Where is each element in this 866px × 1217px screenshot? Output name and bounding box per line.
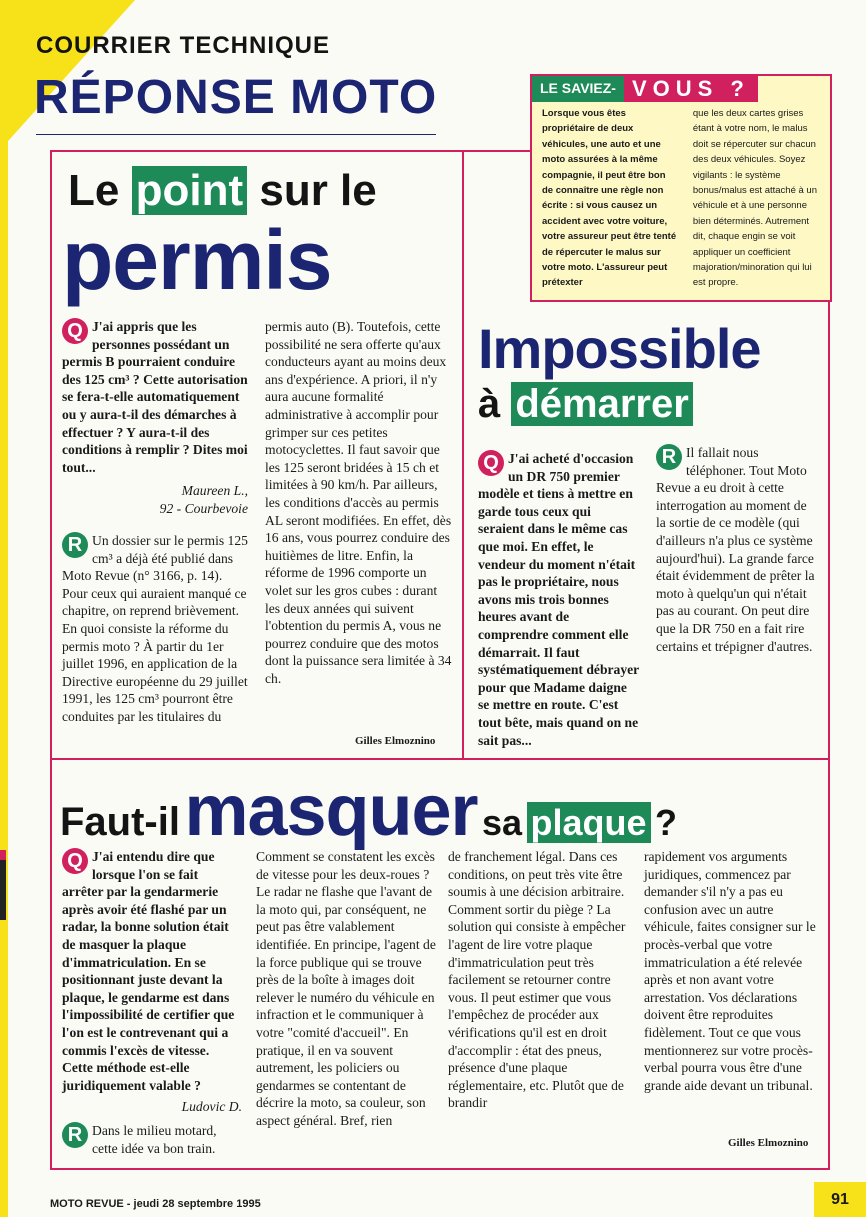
page-number: 91 bbox=[814, 1182, 866, 1217]
article3-answer-text-4: rapidement vos arguments juridiques, commencez par demander s'il n'y a pas eu confusion avec un autre véhicule, faites consigner sur le procès-verbal que votre immatriculation a été relevée après et non avant votre arrestation. Vos déclarations doivent être reproduites fidèlement. Tout ce que vous mentionnerez sur votre procès-verbal pourra vous être d'une grande aide devant un tribunal. bbox=[644, 849, 816, 1093]
question-badge-icon: Q bbox=[478, 450, 504, 476]
article2-title-pre: à bbox=[478, 382, 501, 426]
answer-badge-icon: R bbox=[62, 532, 88, 558]
section-rubric: COURRIER TECHNIQUE bbox=[36, 32, 331, 59]
article3-title-b: masquer bbox=[184, 771, 478, 851]
article2-question-block bbox=[478, 450, 640, 749]
sidebar-header bbox=[532, 76, 758, 102]
section-title: RÉPONSE MOTO bbox=[34, 71, 438, 124]
article3-answer-col2 bbox=[256, 848, 436, 1130]
edge-mark-dark bbox=[0, 860, 6, 920]
article2-answer: Il fallait nous téléphoner. Tout Moto Revue a eu droit à cette interrogation au moment de la sortie de ce modèle (qui d'ailleurs n'a plus ce système aujourd'hui). La grande farce était évidemment de prêter la moto à quelqu'un qui n'était pas au courant. On peut dire que la DR 750 en a fait rire certains et trépigner d'autres. bbox=[656, 445, 815, 654]
le-saviez-vous-box bbox=[530, 74, 832, 302]
article3-title-c: sa bbox=[482, 802, 523, 843]
article3-answer-col3 bbox=[448, 848, 626, 1112]
article1-sig-place: 92 - Courbevoie bbox=[159, 500, 248, 516]
article1-title-highlight: point bbox=[132, 166, 248, 215]
article3-sig-name: Ludovic D. bbox=[181, 1099, 242, 1115]
sidebar-col-2: que les deux cartes grises étant à votre nom, le malus doit se répercuter sur chacun des deux véhicules. Soyez vigilants : le système bonus/malus est attaché à un véhicule et à une personne bien déterminés. Autrement dit, chaque engin se voit appliquer un coefficient majoration/minoration qui lui est propre. bbox=[692, 108, 817, 289]
sidebar-header-vous: VOUS ? bbox=[624, 76, 758, 102]
article1-answer-col1 bbox=[62, 532, 250, 726]
sidebar-body bbox=[542, 106, 824, 291]
article1-question-block bbox=[62, 318, 248, 518]
article1-author: Gilles Elmoznino bbox=[355, 735, 436, 747]
article1-title-big: permis bbox=[62, 213, 332, 307]
article3-question: J'ai entendu dire que lorsque l'on se fait arrêter par la gendarmerie après avoir été flashé par un radar, la bonne solution était de masquer la plaque d'immatriculation. En se positionnant juste devant la plaque, le gendarme est dans l'impossibilité de certifier que l'on est le contrevenant qui a commis l'excès de vitesse. Cette méthode est-elle juridiquement valable ? bbox=[62, 849, 235, 1093]
article3-title-highlight: plaque bbox=[527, 802, 651, 843]
article1-title-post: sur le bbox=[259, 166, 377, 215]
article2-title-big: Impossible bbox=[478, 317, 761, 380]
article3-title bbox=[60, 770, 677, 852]
question-badge-icon: Q bbox=[62, 848, 88, 874]
article1-title-pre: Le bbox=[68, 166, 120, 215]
article1-answer-text-1: Un dossier sur le permis 125 cm³ a déjà été publié dans Moto Revue (n° 3166, p. 14). Pour ceux qui auraient manqué ce chapitre, on reprend brièvement. En quoi consiste la réforme du permis moto ? À partir du 1er juillet 1996, en application de la Directive européenne du 29 juillet 1991, les 125 cm³ pourront être conduites par les titulaires du bbox=[62, 533, 248, 724]
sidebar-col-1: Lorsque vous êtes propriétaire de deux véhicules, une auto et une moto assurées à la même compagnie, il peut être bon de connaître une règle non écrite : si vous causez un accident avec votre voiture, votre assureur peut être tenté de répercuter le malus sur votre moto. L'assureur peut prétexter bbox=[542, 108, 677, 289]
article3-title-a: Faut-il bbox=[60, 800, 180, 844]
article3-answer-col1 bbox=[62, 1122, 242, 1157]
article2-title-highlight: démarrer bbox=[511, 382, 692, 426]
frame-divider-horizontal bbox=[50, 758, 830, 760]
article1-answer-col2 bbox=[265, 318, 453, 687]
article1-sig-name: Maureen L., bbox=[181, 483, 248, 499]
article3-title-q: ? bbox=[655, 802, 677, 843]
article3-question-block bbox=[62, 848, 242, 1116]
frame-divider-vertical bbox=[462, 150, 464, 760]
article1-answer-text-2: permis auto (B). Toutefois, cette possibilité ne sera offerte qu'aux conducteurs ayant au moins deux ans d'expérience. A priori, il n'y aura aucune formalité administrative à accomplir pour grimper sur ces petites motocyclettes. Il faut savoir que les 125 seront bridées à 15 ch et limitées à 90 km/h. Par ailleurs, les conditions d'accès au permis AL seront modifiées. En effet, dès 16 ans, vous pourrez conduire des huitièmes de litre. Enfin, la réforme de 1996 comporte un volet sur les gros cubes : durant les deux années qui suivent l'obtention du permis A, vous ne pourrez conduire que des motos dont la puissance sera limitée à 34 ch. bbox=[265, 319, 452, 686]
article3-answer-col4 bbox=[644, 848, 822, 1094]
question-badge-icon: Q bbox=[62, 318, 88, 344]
title-rule bbox=[36, 134, 436, 135]
article2-question: J'ai acheté d'occasion un DR 750 premier modèle et tiens à mettre en garde tous ceux qui seraient dans le même cas que moi. En effet, le vendeur du moment n'était pas le propriétaire, nous avons mis trois bonnes heures avant de comprendre comment elle démarrait. Il faut systématiquement débrayer pour que Madame daigne se mettre en route. C'est tout bête, mais quand on ne sait pas... bbox=[478, 451, 639, 748]
article2-answer-block bbox=[656, 444, 816, 655]
article1-title-line1 bbox=[68, 166, 377, 216]
answer-badge-icon: R bbox=[656, 444, 682, 470]
article3-answer-text-2: Comment se constatent les excès de vitesse pour les deux-roues ? Le radar ne flashe que l'avant de la moto qui, par conséquent, ne peut pas être valablement identifiée. En principe, l'agent de la force publique qui se trouve près de la boîte à images doit relever le numéro du véhicule en infraction et le communiquer à votre "comité d'accueil". En pratique, il en va souvent autrement, les policiers ou gendarmes se contentant de décrire la moto, sa couleur, son aspect général. Bref, rien bbox=[256, 849, 436, 1128]
sidebar-header-le: LE SAVIEZ- bbox=[532, 76, 624, 102]
article3-answer-text-1: Dans le milieu motard, cette idée va bon train. bbox=[92, 1123, 217, 1156]
page-edge-strip bbox=[0, 0, 8, 1217]
article2-title-line2 bbox=[478, 382, 693, 427]
article3-answer-text-3: de franchement légal. Dans ces conditions, on peut très vite être soumis à une décision arbitraire. Comment sortir du piège ? La solution qui consiste à empêcher l'agent de lire votre plaque d'immatriculation peut très facilement se retourner contre vous. Il peut estimer que vous l'empêchez de procéder aux vérifications qu'il est en droit d'accomplir : état des pneus, présence d'une plaque réglementaire, etc. Plutôt que de brandir bbox=[448, 849, 626, 1111]
article3-author: Gilles Elmoznino bbox=[728, 1137, 809, 1149]
footer-publication: MOTO REVUE - jeudi 28 septembre 1995 bbox=[50, 1198, 261, 1210]
article1-question: J'ai appris que les personnes possédant un permis B pourraient conduire des 125 cm³ ? Cette autorisation se fera-t-elle automatiquement ou y aura-t-il des démarches à effectuer ? Y aura-t-il des conditions à remplir ? Dites moi tout... bbox=[62, 319, 248, 475]
answer-badge-icon: R bbox=[62, 1122, 88, 1148]
